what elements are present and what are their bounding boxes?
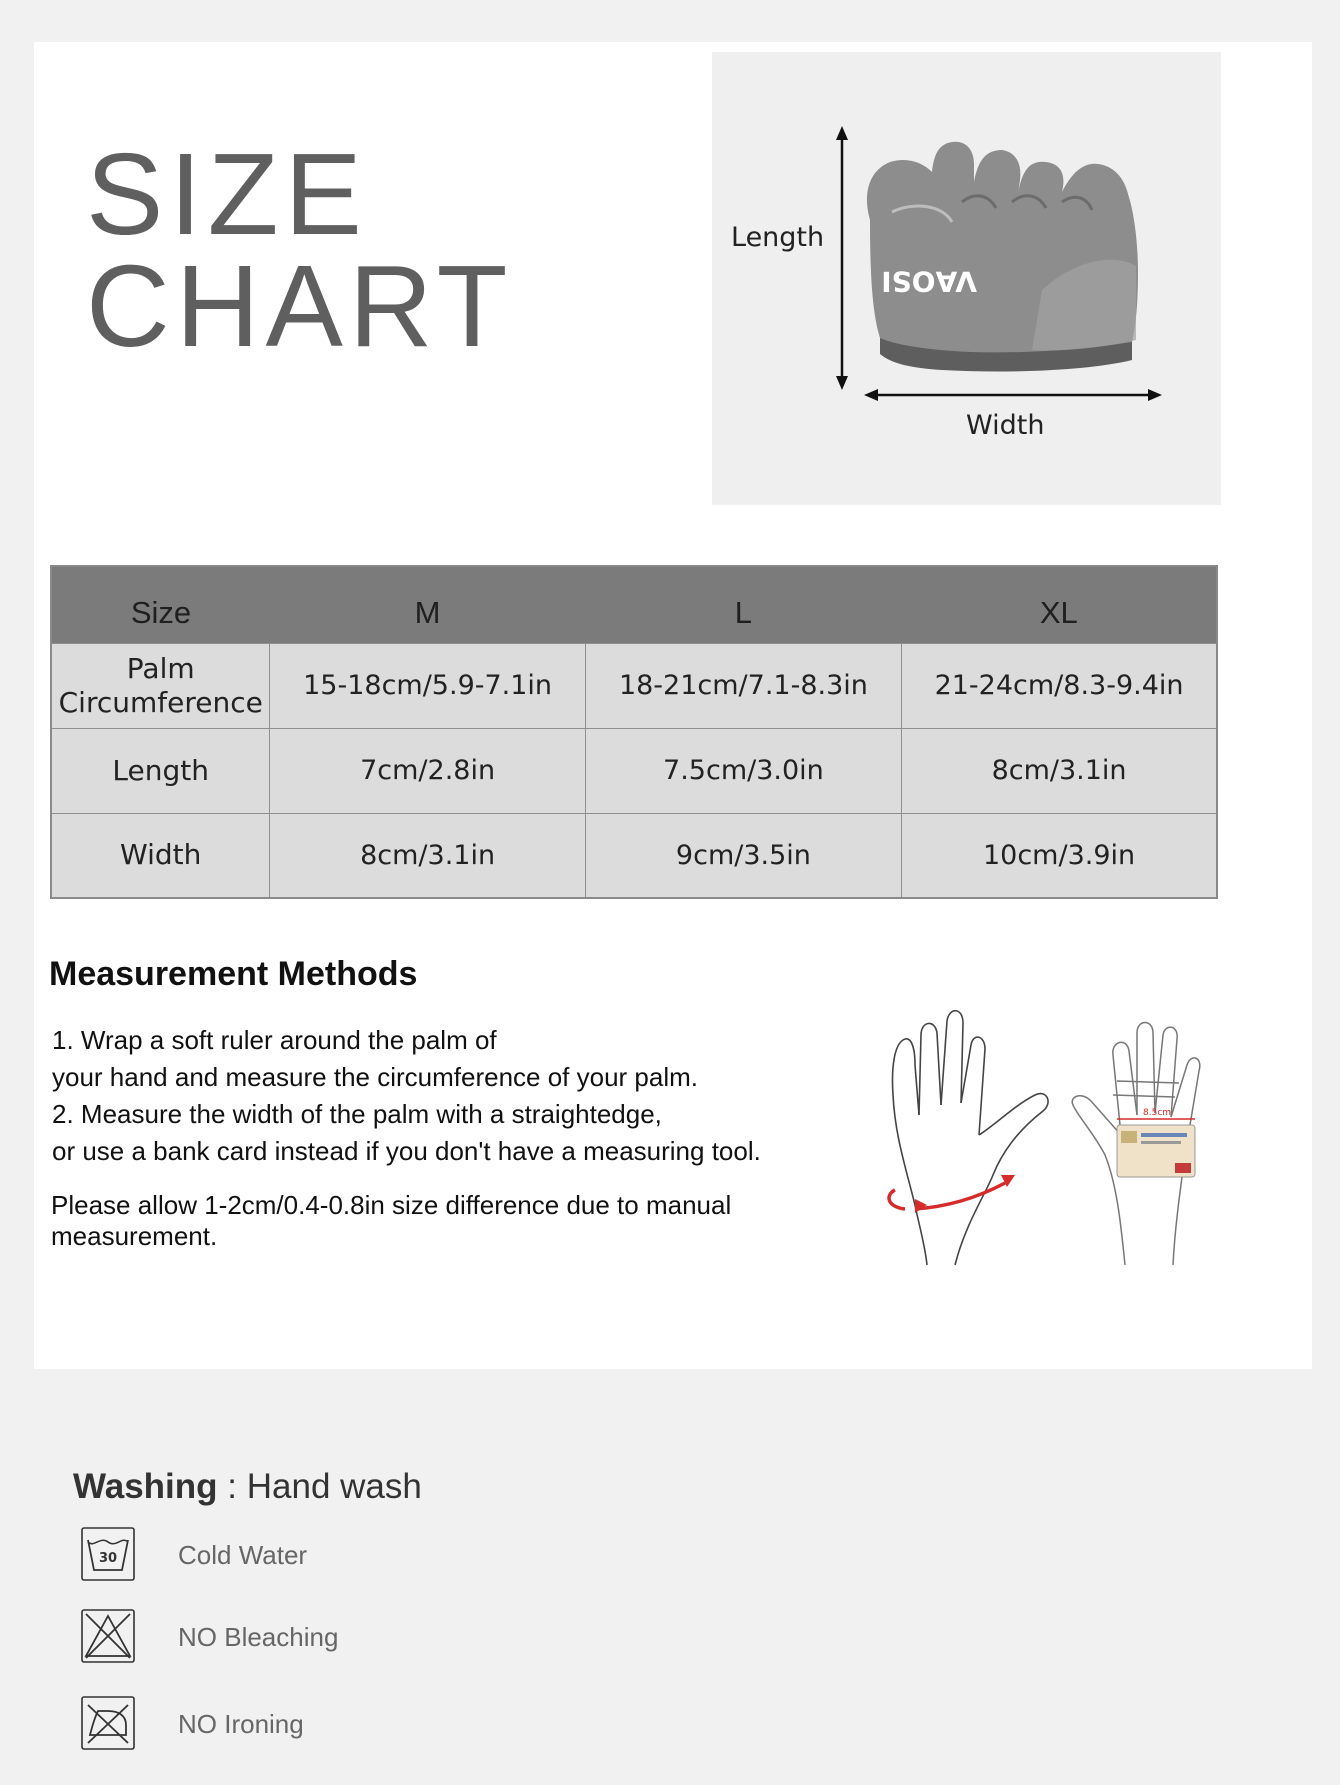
glove-logo: VAOSI [881,265,977,298]
instruction-line: or use a bank card instead if you don't have a measuring tool. [52,1136,761,1166]
care-label-no-ironing: NO Ironing [178,1709,304,1739]
instruction-line: 2. Measure the width of the palm with a straightedge, [52,1099,662,1129]
table-cell: 18-21cm/7.1-8.3in [585,643,901,728]
length-label: Length [731,222,825,253]
instruction-line: 1. Wrap a soft ruler around the palm of [52,1025,497,1055]
table-cell: 9cm/3.5in [585,813,901,898]
card-width-label: 8.5cm [1143,1108,1172,1118]
measurement-note: Please allow 1-2cm/0.4-0.8in size difference due to manual measurement. [51,1190,732,1251]
row-header-length: Length [51,728,270,813]
washing-value: Hand wash [246,1467,422,1506]
care-item-cold-water [80,1526,580,1586]
table-cell: 7.5cm/3.0in [585,728,901,813]
instruction-line: your hand and measure the circumference of your palm. [52,1062,699,1092]
care-item-no-ironing [80,1695,580,1755]
row-header-width: Width [51,813,270,898]
table-header-row [51,566,1217,643]
washing-instructions [73,1467,422,1507]
table-cell: 8cm/3.1in [270,813,585,898]
table-cell: 21-24cm/8.3-9.4in [902,643,1217,728]
wash-temperature: 30 [98,1551,118,1566]
care-item-no-bleaching [80,1608,580,1668]
wash-30-icon [80,1526,136,1582]
table-row [51,643,1217,728]
size-table [50,565,1218,899]
title-line-1: SIZE [86,129,368,259]
row-header-line: Palm [126,651,195,685]
title-line-2: CHART [86,241,514,371]
washing-separator: : [227,1467,237,1506]
size-chart-title [86,129,514,371]
width-label: Width [966,410,1045,441]
measurement-instructions [52,1022,842,1170]
column-header-l: L [585,566,901,643]
table-cell: 15-18cm/5.9-7.1in [270,643,585,728]
care-label-cold-water: Cold Water [178,1540,308,1570]
table-cell: 8cm/3.1in [902,728,1217,813]
measurement-methods-title: Measurement Methods [49,955,418,993]
washing-label: Washing [73,1467,218,1506]
table-row [51,813,1217,898]
hand-circumference-icon [892,1011,1048,1265]
no-iron-icon [80,1695,136,1751]
care-label-no-bleaching: NO Bleaching [178,1622,339,1652]
hand-measurement-illustration [855,985,1275,1275]
row-header-line: Circumference [58,685,263,719]
table-cell: 7cm/2.8in [270,728,585,813]
glove-photo [712,52,1221,505]
column-header-size: Size [51,566,270,643]
row-header-palm-circumference [51,643,270,728]
no-bleach-icon [80,1608,136,1664]
table-row [51,728,1217,813]
table-cell: 10cm/3.9in [902,813,1217,898]
column-header-xl: XL [902,566,1217,643]
column-header-m: M [270,566,585,643]
